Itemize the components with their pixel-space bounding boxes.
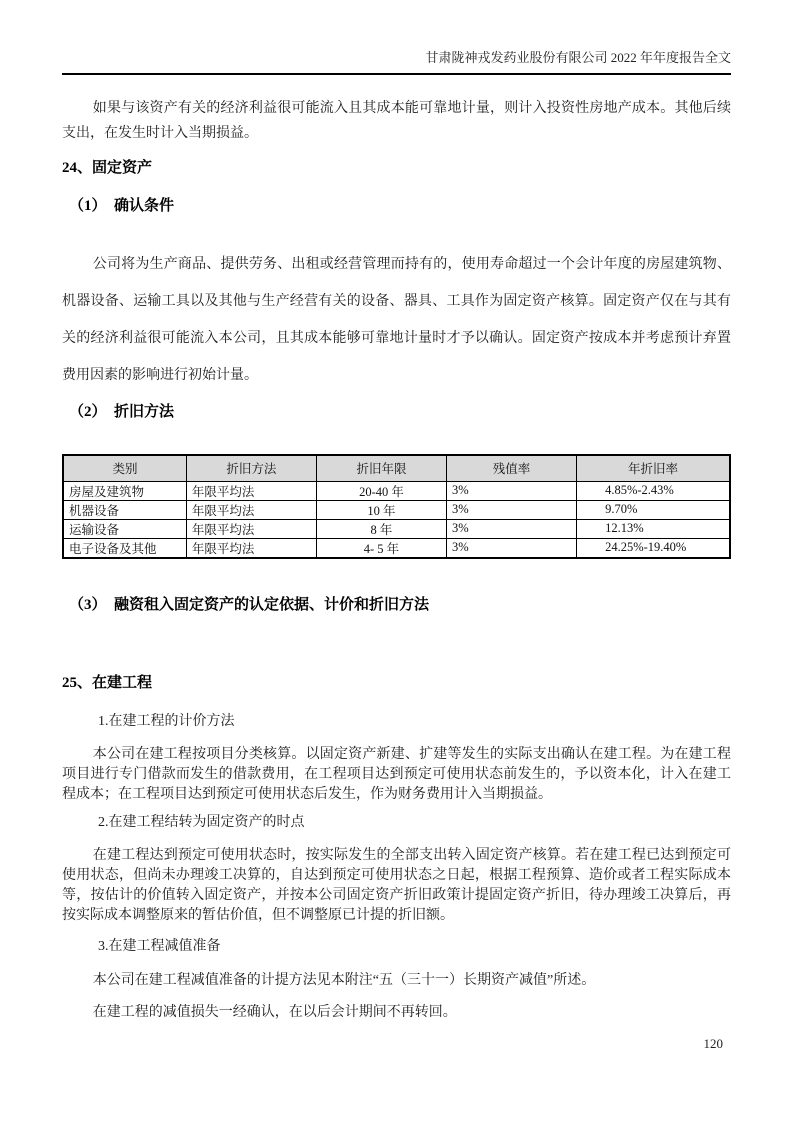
cell-years: 10 年	[316, 500, 446, 519]
cell-category: 运输设备	[63, 519, 186, 538]
section-25-item3-line2: 在建工程的减值损失一经确认，在以后会计期间不再转回。	[92, 1004, 457, 1020]
section-25-item3-line1: 本公司在建工程减值准备的计提方法见本附注“五（三十一）长期资产减值”所述。	[92, 972, 596, 988]
section-25-item1-title: 1.在建工程的计价方法	[98, 713, 235, 729]
section-25-item2-paragraph: 在建工程达到预定可使用状态时，按实际发生的全部支出转入固定资产核算。若在建工程已达到预定可使用状态，但尚未办理竣工决算的，自达到预定可使用状态之日起，根据工程预算、造价或者工程实际成本等，按估计的价值转入固定资产，并按本公司固定资产折旧政策计提固定资产折旧，待办理竣工决算后，再按实际成本调整原来的暂估价值，但不调整原已计提的折旧额。	[62, 847, 731, 923]
table-header-row	[63, 455, 730, 481]
cell-method: 年限平均法	[186, 481, 316, 500]
depreciation-table	[62, 454, 731, 559]
table-row	[63, 500, 730, 519]
page-number: 120	[703, 1036, 723, 1051]
table-header-method: 折旧方法	[186, 455, 316, 481]
cell-years: 8 年	[316, 519, 446, 538]
cell-years: 20-40 年	[316, 481, 446, 500]
document-header: 甘肃陇神戎发药业股份有限公司 2022 年年度报告全文	[62, 0, 731, 75]
cell-category: 电子设备及其他	[63, 538, 186, 558]
table-row	[63, 519, 730, 538]
table-header-years: 折旧年限	[316, 455, 446, 481]
cell-method: 年限平均法	[186, 538, 316, 558]
table-row	[63, 538, 730, 558]
cell-residual-rate: 3%	[447, 519, 577, 538]
section-24-title: 24、固定资产	[62, 160, 153, 176]
intro-paragraph: 如果与该资产有关的经济利益很可能流入且其成本能可靠地计量，则计入投资性房地产成本。其他后续支出，在发生时计入当期损益。	[62, 101, 731, 141]
section-24-sub1-title: （1） 确认条件	[69, 198, 175, 214]
section-25-item3-title: 3.在建工程减值准备	[98, 938, 221, 954]
section-24-sub2-title: （2） 折旧方法	[69, 404, 175, 420]
cell-annual-rate: 4.85%-2.43%	[577, 481, 730, 500]
cell-residual-rate: 3%	[447, 538, 577, 558]
cell-annual-rate: 12.13%	[577, 519, 730, 538]
section-24-sub3-title: （3） 融资租入固定资产的认定依据、计价和折旧方法	[69, 596, 430, 613]
cell-category: 房屋及建筑物	[63, 481, 186, 500]
cell-annual-rate: 24.25%-19.40%	[577, 538, 730, 558]
cell-residual-rate: 3%	[447, 481, 577, 500]
cell-method: 年限平均法	[186, 500, 316, 519]
table-header-residual-rate: 残值率	[447, 455, 577, 481]
section-24-sub1-paragraph: 公司将为生产商品、提供劳务、出租或经营管理而持有的，使用寿命超过一个会计年度的房屋建筑物、机器设备、运输工具以及其他与生产经营有关的设备、器具、工具作为固定资产核算。固定资产仅在与其有关的经济利益很可能流入本公司，且其成本能够可靠地计量时才予以确认。固定资产按成本并考虑预计弃置费用因素的影响进行初始计量。	[62, 257, 731, 383]
section-25-item1-paragraph: 本公司在建工程按项目分类核算。以固定资产新建、扩建等发生的实际支出确认在建工程。为在建工程项目进行专门借款而发生的借款费用，在工程项目达到预定可使用状态前发生的，予以资本化，计入在建工程成本；在工程项目达到预定可使用状态后发生，作为财务费用计入当期损益。	[62, 746, 731, 802]
cell-years: 4- 5 年	[316, 538, 446, 558]
table-header-annual-rate: 年折旧率	[577, 455, 730, 481]
cell-category: 机器设备	[63, 500, 186, 519]
cell-residual-rate: 3%	[447, 500, 577, 519]
cell-annual-rate: 9.70%	[577, 500, 730, 519]
table-header-category: 类别	[63, 455, 186, 481]
section-25-title: 25、在建工程	[62, 674, 153, 691]
section-25-item2-title: 2.在建工程结转为固定资产的时点	[98, 814, 305, 830]
table-row	[63, 481, 730, 500]
cell-method: 年限平均法	[186, 519, 316, 538]
